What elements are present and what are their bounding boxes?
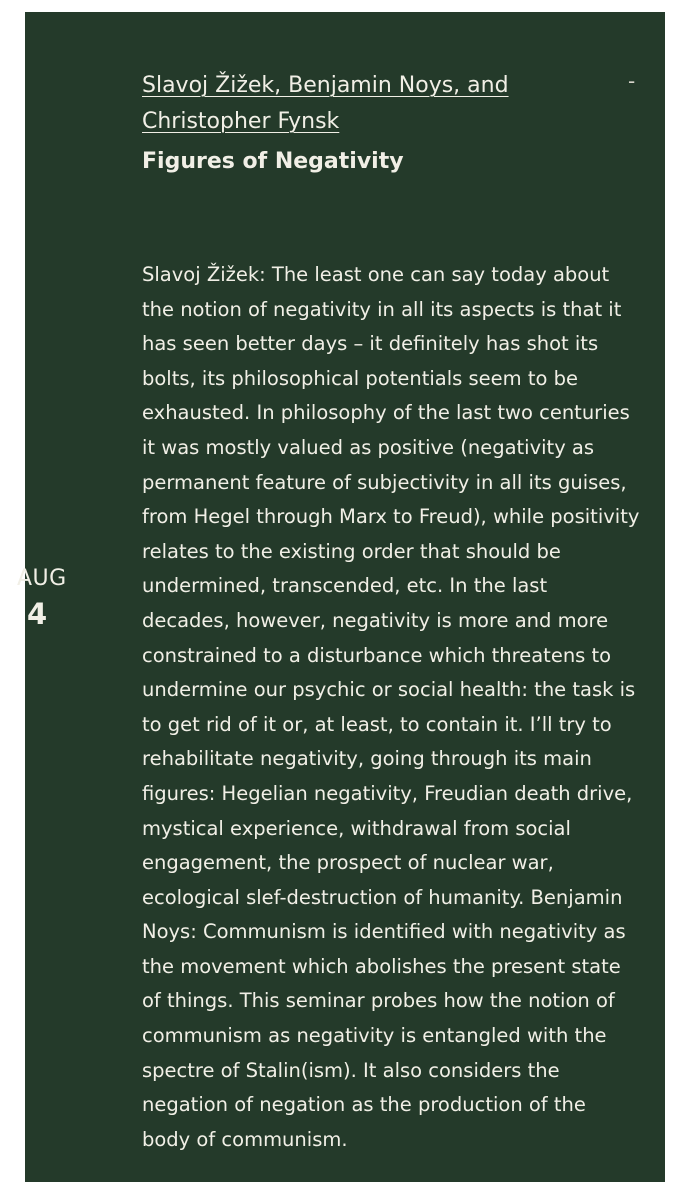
event-card — [17, 12, 665, 1182]
event-date-month: AUG — [17, 566, 67, 591]
event-description: Slavoj Žižek: The least one can say today about the notion of negativity in all its aspects is that it has seen better days – it definitely has shot its bolts, its philosophical potentials seem to be exhausted. In philosophy of the last two centuries it was mostly valued as positive (negativity as permanent feature of subjectivity in all its guises, from Hegel through Marx to Freud), while positivity relates to the existing order that should be undermined, transcended, etc. In the last decades, however, negativity is more and more constrained to a disturbance which threatens to undermine our psychic or social health: the task is to get rid of it or, at least, to contain it. I’ll try to rehabilitate negativity, going through its main figures: Hegelian negativity, Freudian death drive, mystical experience, withdrawal from social engagement, the prospect of nuclear war, ecological slef-destruction of humanity. Benjamin Noys: Communism is identified with negativity as the movement which abolishes the present state of things. This seminar probes how the notion of communism as negativity is entangled with the spectre of Stalin(ism). It also considers the negation of negation as the production of the body of communism. — [142, 263, 640, 1151]
event-date-day: 4 — [27, 597, 48, 631]
event-authors-link[interactable]: Slavoj Žižek, Benjamin Noys, and Christopher Fynsk — [142, 73, 509, 134]
collapse-toggle[interactable]: - — [628, 69, 636, 93]
event-title: Figures of Negativity — [142, 149, 404, 174]
